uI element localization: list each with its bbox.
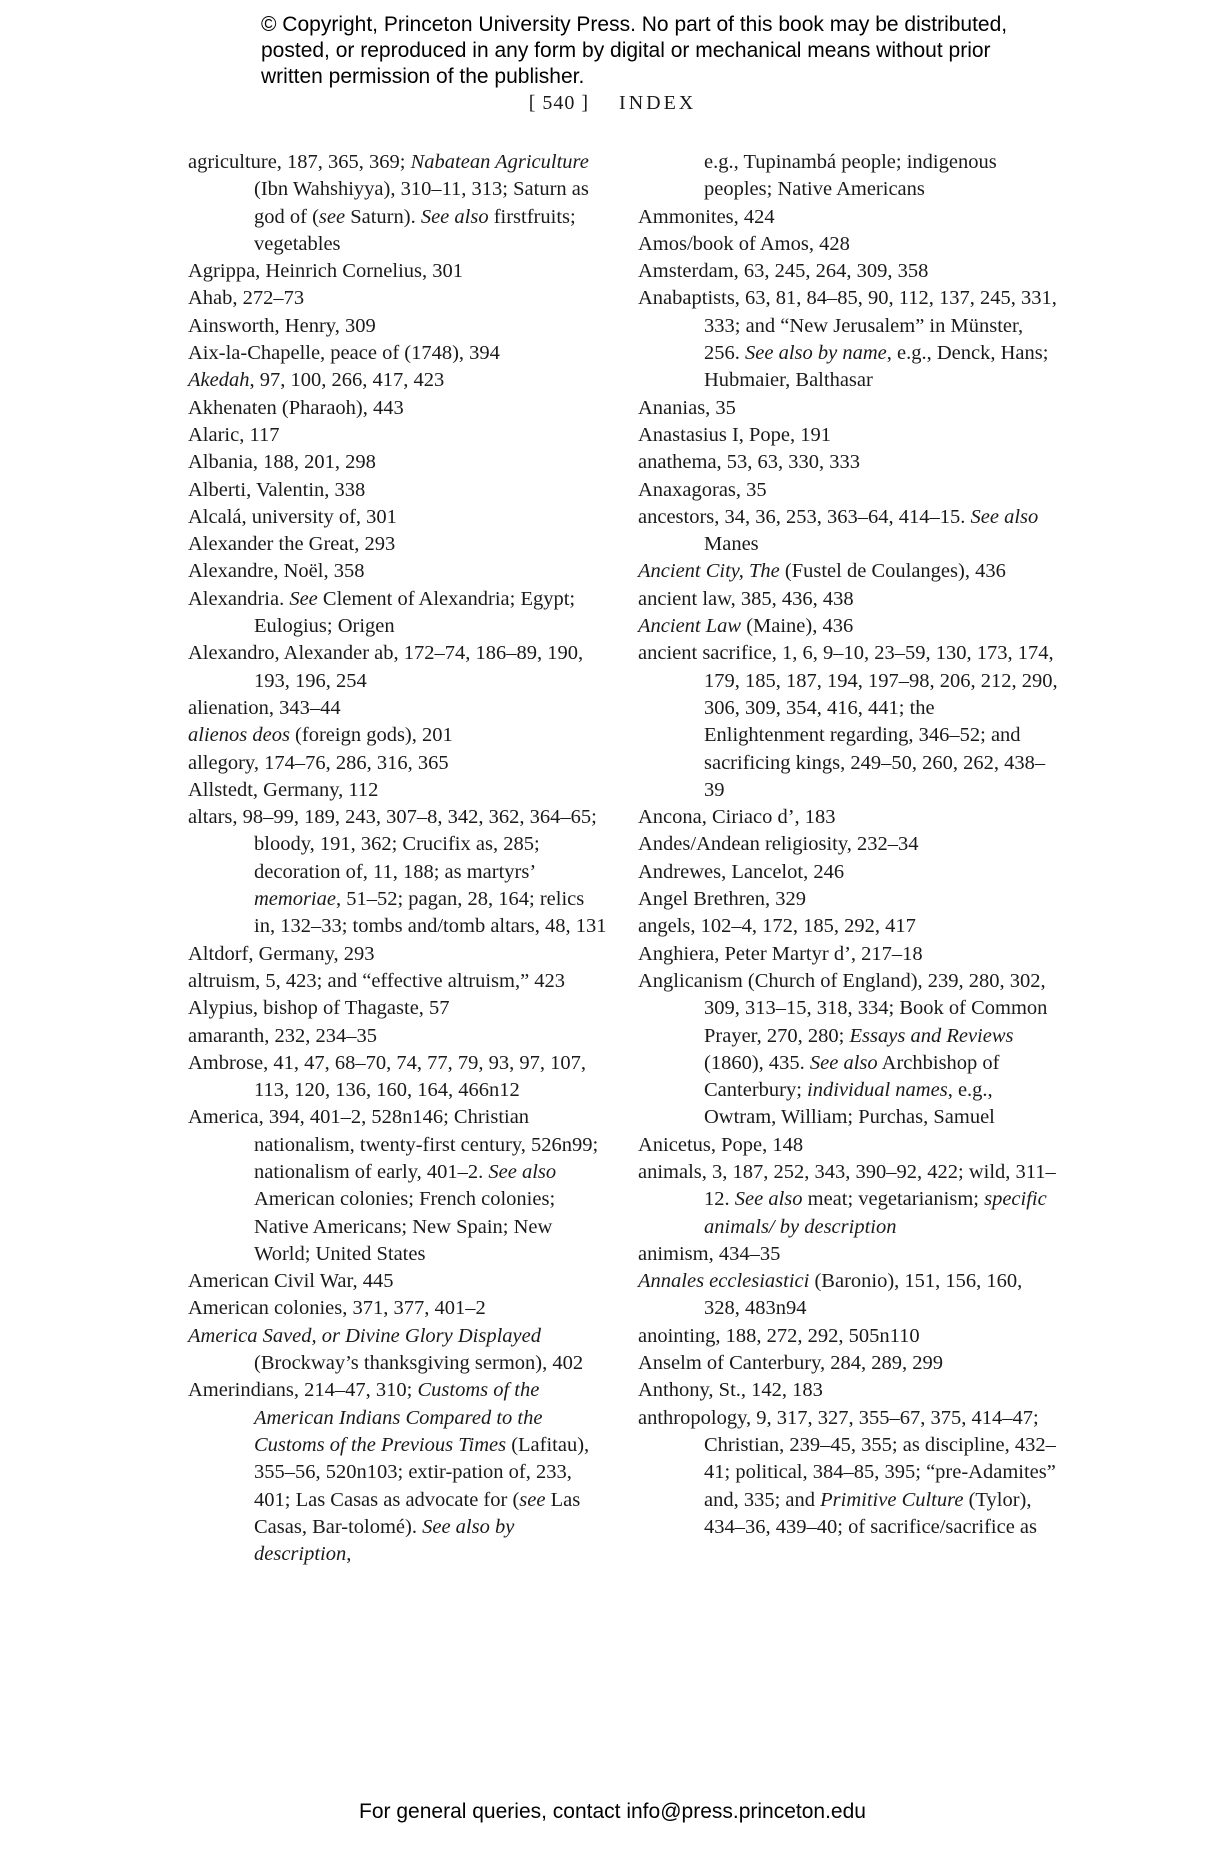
- index-entry: [188, 968, 608, 995]
- entry-text: agriculture, 187, 365, 369;: [188, 151, 411, 173]
- index-column-left: [188, 149, 608, 1568]
- entry-text: Ammonites, 424: [638, 205, 775, 228]
- entry-text: animism, 434–35: [638, 1242, 781, 1265]
- entry-text: anthropology, 9, 317, 327, 355–67, 375, 414–47; Christian, 239–45, 355; as discipline, 432–41; political, 384–85, 395; “pre-Adamites” and, 335; and: [638, 1406, 1056, 1511]
- index-entry: [638, 204, 1058, 231]
- index-entry: [188, 504, 608, 531]
- index-entry: [188, 1023, 608, 1050]
- index-entry: [638, 258, 1058, 285]
- entry-text: , 97, 100, 266, 417, 423: [249, 369, 445, 392]
- index-entry: [188, 995, 608, 1022]
- entry-text: Aix-la-Chapelle, peace of (1748), 394: [188, 342, 500, 365]
- entry-text-italic: specific animals/ by description: [704, 1188, 1047, 1238]
- index-entry: [638, 859, 1058, 886]
- index-entry: [188, 1050, 608, 1105]
- entry-text-italic: Customs of the American Indians Compared to the Customs of the Previous Times: [254, 1379, 543, 1456]
- entry-text-italic: America Saved, or Divine Glory Displayed: [188, 1324, 541, 1347]
- entry-text: Angel Brethren, 329: [638, 888, 806, 911]
- entry-text: animals, 3, 187, 252, 343, 390–92, 422; wild, 311–12.: [638, 1160, 1056, 1211]
- index-entry: [188, 1104, 608, 1268]
- entry-text: Ahab, 272–73: [188, 287, 305, 310]
- entry-text-italic: see: [318, 205, 346, 228]
- entry-text-italic: See also: [734, 1188, 803, 1211]
- entry-text: Ainsworth, Henry, 309: [188, 314, 376, 337]
- index-entry: [188, 422, 608, 449]
- index-entry: [188, 1377, 608, 1568]
- entry-text: Alberti, Valentin, 338: [188, 478, 366, 501]
- entry-text-italic: Akedah: [188, 369, 250, 392]
- entry-text: angels, 102–4, 172, 185, 292, 417: [638, 915, 916, 938]
- entry-text: Allstedt, Germany, 112: [188, 778, 379, 801]
- index-entry: [188, 449, 608, 476]
- entry-text: Archbishop of Canterbury;: [704, 1051, 1000, 1102]
- entry-text-italic: Nabatean Agriculture: [410, 151, 589, 173]
- entry-text: Anabaptists, 63, 81, 84–85, 90, 112, 137, 245, 331, 333; and “New Jerusalem” in Münster, 256.: [638, 287, 1057, 365]
- index-entry: [638, 831, 1058, 858]
- entry-text: , e.g., Owtram, William; Purchas, Samuel: [704, 1079, 995, 1129]
- entry-text-italic: individual names: [807, 1079, 948, 1102]
- entry-text: Amerindians, 214–47, 310;: [188, 1379, 418, 1402]
- entry-text: Anglicanism (Church of England), 239, 280, 302, 309, 313–15, 318, 334; Book of Common Prayer, 270, 280;: [638, 969, 1048, 1047]
- entry-text: Amos/book of Amos, 428: [638, 232, 850, 255]
- entry-text: ancient law, 385, 436, 438: [638, 587, 854, 610]
- entry-text-italic: Ancient Law: [638, 615, 742, 638]
- index-entry: [188, 258, 608, 285]
- entry-text: Manes: [704, 533, 759, 556]
- index-entry: [638, 1132, 1058, 1159]
- entry-text: American Civil War, 445: [188, 1270, 394, 1293]
- entry-text: Alaric, 117: [188, 423, 280, 446]
- entry-text: meat; vegetarianism;: [802, 1188, 985, 1211]
- index-entry: [638, 886, 1058, 913]
- entry-text: Anthony, St., 142, 183: [638, 1379, 823, 1402]
- index-entry: [188, 149, 608, 258]
- entry-text: Andrewes, Lancelot, 246: [638, 860, 845, 883]
- index-entry: [638, 1405, 1058, 1541]
- index-entry: [638, 613, 1058, 640]
- index-entry: [638, 913, 1058, 940]
- entry-text: Ambrose, 41, 47, 68–70, 74, 77, 79, 93, 97, 107, 113, 120, 136, 160, 164, 466n12: [188, 1051, 587, 1102]
- entry-text-italic: see: [519, 1488, 546, 1511]
- entry-text: (Tylor), 434–36, 439–40; of sacrifice/sacrifice as: [704, 1488, 1038, 1538]
- running-head: [0, 92, 1225, 115]
- entry-text: Alexandre, Noël, 358: [188, 560, 365, 583]
- index-entry: [188, 1295, 608, 1322]
- entry-text: (Ibn Wahshiyya), 310–11, 313; Saturn as god of (: [254, 178, 589, 228]
- entry-text: (Lafitau), 355–56, 520n103; extir-pation of, 233, 401; Las Casas as advocate for (: [254, 1433, 590, 1511]
- index-entry: [188, 804, 608, 940]
- index-entry: [638, 586, 1058, 613]
- index-entry: [188, 1268, 608, 1295]
- index-entry: [188, 695, 608, 722]
- entry-text: Anaxagoras, 35: [638, 478, 767, 501]
- entry-text: Las Casas, Bar-tolomé).: [254, 1488, 581, 1538]
- index-entry: [638, 941, 1058, 968]
- entry-text: American colonies, 371, 377, 401–2: [188, 1297, 486, 1320]
- footer-contact: For general queries, contact info@press.princeton.edu: [359, 1800, 866, 1823]
- entry-text: Altdorf, Germany, 293: [188, 942, 375, 965]
- entry-text: altruism, 5, 423; and “effective altruism,” 423: [188, 969, 566, 992]
- index-entry: [638, 1350, 1058, 1377]
- index-entry: [638, 395, 1058, 422]
- entry-text-italic: memoriae: [254, 888, 336, 911]
- entry-text: Anicetus, Pope, 148: [638, 1133, 804, 1156]
- entry-text-italic: See also: [809, 1051, 878, 1074]
- index-entry: [188, 750, 608, 777]
- entry-text-italic: Annales ecclesiastici: [638, 1270, 810, 1293]
- entry-text: ancestors, 34, 36, 253, 363–64, 414–15.: [638, 505, 971, 528]
- entry-text: Andes/Andean religiosity, 232–34: [638, 833, 919, 856]
- entry-text: altars, 98–99, 189, 243, 307–8, 342, 362, 364–65; bloody, 191, 362; Crucifix as, 285; decoration of, 11, 188; as martyrs’: [188, 806, 597, 883]
- entry-text: (Maine), 436: [741, 615, 854, 638]
- entry-text: Ananias, 35: [638, 396, 736, 419]
- entry-text-italic: See: [289, 587, 318, 610]
- entry-text: anointing, 188, 272, 292, 505n110: [638, 1324, 920, 1347]
- entry-text: Anastasius I, Pope, 191: [638, 423, 832, 446]
- index-entry: [638, 1377, 1058, 1404]
- entry-text: (Fustel de Coulanges), 436: [779, 560, 1006, 583]
- index-entry: [638, 231, 1058, 258]
- index-entry-continuation: e.g., Tupinambá people; indigenous peoples; Native Americans: [704, 151, 997, 201]
- entry-text-italic: See also by description: [254, 1515, 515, 1566]
- index-entry: [188, 477, 608, 504]
- entry-text: Albania, 188, 201, 298: [188, 451, 376, 474]
- entry-text-italic: See also: [488, 1160, 557, 1183]
- index-entry: [638, 1323, 1058, 1350]
- index-entry: [638, 558, 1058, 585]
- entry-text: alienation, 343–44: [188, 696, 341, 719]
- entry-text: (1860), 435.: [704, 1051, 810, 1074]
- entry-text: Alcalá, university of, 301: [188, 505, 397, 528]
- index-entry: [638, 285, 1058, 394]
- entry-text: (Brockway’s thanksgiving sermon), 402: [254, 1352, 584, 1375]
- entry-text: ancient sacrifice, 1, 6, 9–10, 23–59, 130, 173, 174, 179, 185, 187, 194, 197–98, 206, 212, 290, 306, 309, 354, 416, 441; the Enlightenment regarding, 346–52; and sacrificing kings, 249–50, 260, 262, 438–39: [638, 642, 1058, 801]
- entry-text: Saturn).: [345, 205, 421, 228]
- index-entry: [188, 941, 608, 968]
- index-entry: [638, 504, 1058, 559]
- entry-text-italic: alienos deos: [188, 724, 290, 747]
- entry-text: (foreign gods), 201: [289, 724, 453, 747]
- copyright-notice: © Copyright, Princeton University Press. No part of this book may be distributed, posted, or reproduced in any form by digital or mechanical means without prior written permission of the publisher.: [261, 13, 1008, 88]
- index-entry: [188, 722, 608, 749]
- index-entry: [188, 586, 608, 641]
- index-entry: [188, 531, 608, 558]
- entry-text: Agrippa, Heinrich Cornelius, 301: [188, 260, 463, 283]
- entry-text: American colonies; French colonies; Native Americans; New Spain; New World; United States: [254, 1188, 556, 1265]
- index-entry: [188, 558, 608, 585]
- index-entry: [188, 1323, 608, 1378]
- page-number: [ 540 ]: [528, 92, 590, 114]
- section-title: INDEX: [619, 92, 697, 114]
- entry-text: Ancona, Ciriaco d’, 183: [638, 806, 836, 829]
- entry-text: anathema, 53, 63, 330, 333: [638, 451, 861, 474]
- index-entry: [188, 367, 608, 394]
- index-column-right: [638, 149, 1058, 1541]
- entry-text: Alypius, bishop of Thagaste, 57: [188, 997, 450, 1020]
- entry-text: Anghiera, Peter Martyr d’, 217–18: [638, 942, 923, 965]
- entry-text: Anselm of Canterbury, 284, 289, 299: [638, 1352, 943, 1375]
- index-entry: [638, 1241, 1058, 1268]
- entry-text: amaranth, 232, 234–35: [188, 1024, 378, 1047]
- entry-text: Clement of Alexandria; Egypt; Eulogius; Origen: [254, 587, 576, 638]
- entry-text: America, 394, 401–2, 528n146; Christian nationalism, twenty-first century, 526n99; nationalism of early, 401–2.: [188, 1106, 599, 1183]
- entry-text: Alexandria.: [188, 587, 290, 610]
- entry-text-italic: See also: [970, 505, 1039, 528]
- index-entry: [188, 285, 608, 312]
- entry-text: Amsterdam, 63, 245, 264, 309, 358: [638, 260, 929, 283]
- index-entry: [188, 340, 608, 367]
- entry-text: , e.g., Denck, Hans; Hubmaier, Balthasar: [704, 342, 1049, 392]
- entry-text-italic: See also: [420, 205, 489, 228]
- index-entry: [638, 640, 1058, 804]
- entry-text: , 51–52; pagan, 28, 164; relics in, 132–33; tombs and/tomb altars, 48, 131: [254, 888, 607, 938]
- index-entry: [638, 968, 1058, 1132]
- index-entry: [638, 422, 1058, 449]
- entry-text: allegory, 174–76, 286, 316, 365: [188, 751, 449, 774]
- index-entry: [188, 313, 608, 340]
- index-entry: [638, 804, 1058, 831]
- entry-text-italic: Essays and Reviews: [849, 1024, 1014, 1047]
- index-entry: [638, 1159, 1058, 1241]
- entry-text: firstfruits; vegetables: [254, 205, 576, 255]
- index-entry: [188, 640, 608, 695]
- entry-text: Alexandro, Alexander ab, 172–74, 186–89, 190, 193, 196, 254: [188, 642, 584, 692]
- index-entry: [638, 449, 1058, 476]
- entry-text-italic: Primitive Culture: [820, 1488, 964, 1511]
- index-entry: [188, 777, 608, 804]
- entry-text-italic: Ancient City, The: [638, 560, 780, 583]
- entry-text: Alexander the Great, 293: [188, 533, 396, 556]
- index-entry: [638, 1268, 1058, 1323]
- index-entry: [638, 477, 1058, 504]
- entry-text: (Baronio), 151, 156, 160, 328, 483n94: [704, 1270, 1023, 1320]
- entry-text: Akhenaten (Pharaoh), 443: [188, 396, 404, 419]
- index-entry: [188, 395, 608, 422]
- entry-text-italic: See also by name: [745, 342, 887, 365]
- entry-text: ,: [346, 1543, 352, 1566]
